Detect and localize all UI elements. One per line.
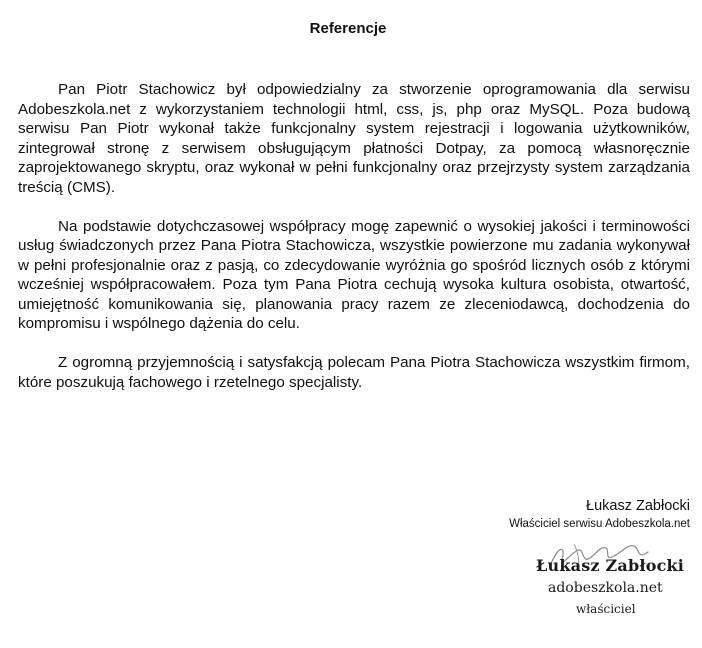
company-stamp xyxy=(526,538,686,628)
signature-block xyxy=(509,496,690,532)
stamp-name: Łukasz Zabłocki xyxy=(536,556,685,575)
letter-body xyxy=(18,80,690,412)
signatory-role: Właściciel serwisu Adobeszkola.net xyxy=(509,518,690,530)
stamp-role: właściciel xyxy=(576,602,636,616)
document-title: Referencje xyxy=(309,20,387,37)
paragraph-3: Z ogromną przyjemnością i satysfakcją polecam Pana Piotra Stachowicza wszystkim firmom, które poszukują fachowego i rzetelnego specjalisty. xyxy=(18,354,690,391)
stamp-site: adobeszkola.net xyxy=(548,580,663,596)
paragraph-2: Na podstawie dotychczasowej współpracy mogę zapewnić o wysokiej jakości i terminowości usług świadczonych przez Pana Piotra Stachowicza, wszystkie powierzone mu zadania wykonywał w pełni profesjonalnie oraz z pasją, co zdecydowanie wyróżnia go spośród licznych osób z którymi wcześniej współpracowałem. Poza tym Pana Piotra cechują wysoka kultura osobista, otwartość, umiejętność komunikowania się, planowania pracy razem ze zleceniodawcą, dochodzenia do kompromisu i wspólnego dążenia do celu. xyxy=(18,217,690,332)
paragraph-1: Pan Piotr Stachowicz był odpowiedzialny za stworzenie oprogramowania dla serwisu Adobeszkola.net z wykorzystaniem technologii html, css, js, php oraz MySQL. Poza budową serwisu Pan Piotr wykonał także funkcjonalny system rejestracji i logowania użytkowników, zintegrował stronę z serwisem obsługującym płatności Dotpay, za pomocą własnoręcznie zaprojektowanego skryptu, oraz wykonał w pełni funkcjonalny oraz przejrzysty system zarządzania treścią (CMS). xyxy=(18,81,690,196)
signatory-name: Łukasz Zabłocki xyxy=(586,498,690,514)
